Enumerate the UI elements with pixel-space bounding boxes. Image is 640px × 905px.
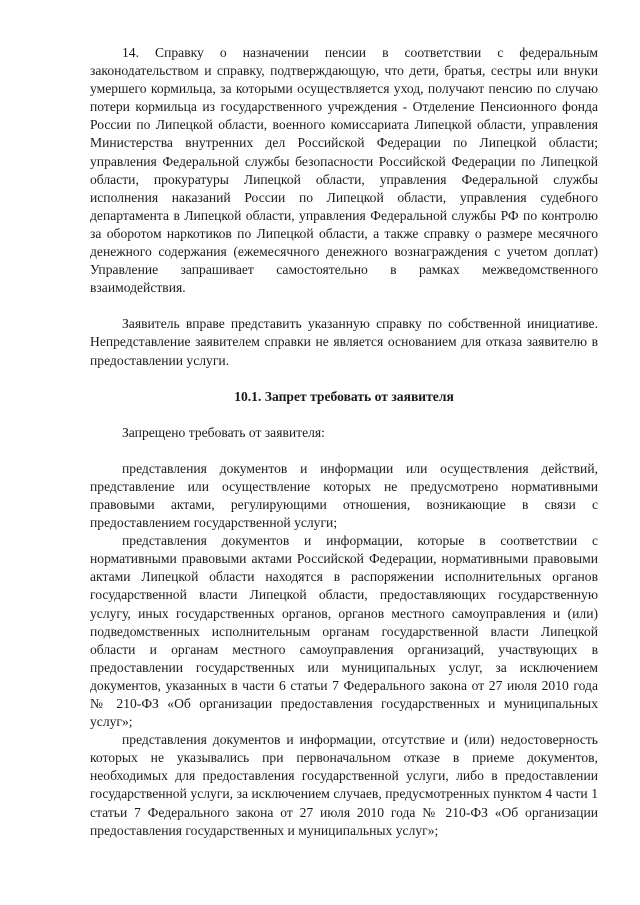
paragraph-applicant-right: Заявитель вправе представить указанную справку по собственной инициативе. Непредставление заявителем справки не является основанием для отказа заявителю в предоставлении услуги. [90,316,598,368]
prohibition-item: представления документов и информации или осуществления действий, представление или осуществление которых не предусмотрено нормативными правовыми актами, регулирующими отношения, возникающие в связи с предоставлением государственной услуги; [90,460,598,531]
prohibition-intro: Запрещено требовать от заявителя: [122,424,325,440]
spacer [90,297,598,315]
paragraph-14: 14. Справку о назначении пенсии в соответствии с федеральным законодательством и справку, подтверждающую, что дети, братья, сестры или внуки умершего кормильца, за которыми осуществляется уход, получают пенсию по случаю потери кормильца из государственного учреждения - Отделение Пенсионного фонда России по Липецкой области, военного комиссариата Липецкой области, управления Министерства внутренних дел Российской Федерации по Липецкой области; управления Федеральной службы безопасности Российской Федерации по Липецкой области, прокуратуры Липецкой области, управления Федеральной службы исполнения наказаний России по Липецкой области, управления судебного департамента в Липецкой области, управления Федеральной службы РФ по контролю за оборотом наркотиков по Липецкой области, а также справку о размере месячного денежного содержания (ежемесячного денежного вознаграждения с учетом доплат) Управление запрашивает самостоятельно в рамках межведомственного взаимодействия. [90,45,598,296]
section-heading: 10.1. Запрет требовать от заявителя [234,388,454,404]
spacer [90,370,598,388]
spacer [90,406,598,424]
document-page [90,44,598,840]
prohibition-item: представления документов и информации, отсутствие и (или) недостоверность которых не указывались при первоначальном отказе в приеме документов, необходимых для предоставления государственной услуги, либо в предоставлении государственной услуги, за исключением случаев, предусмотренных пунктом 4 части 1 статьи 7 Федерального закона от 27 июля 2010 года № 210-ФЗ «Об организации предоставления государственных и муниципальных услуг»; [90,732,598,838]
spacer [90,442,598,460]
prohibition-item: представления документов и информации, которые в соответствии с нормативными правовыми актами Российской Федерации, нормативными правовыми актами Липецкой области находятся в распоряжении исполнительных органов государственной власти Липецкой области, предоставляющих государственную услугу, иных государственных органов, органов местного самоуправления и (или) подведомственных исполнительным органам государственной власти Липецкой области и органам местного самоуправления организаций, участвующих в предоставлении государственных или муниципальных услуг, за исключением документов, указанных в части 6 статьи 7 Федерального закона от 27 июля 2010 года № 210-ФЗ «Об организации предоставления государственных и муниципальных услуг»; [90,533,598,730]
